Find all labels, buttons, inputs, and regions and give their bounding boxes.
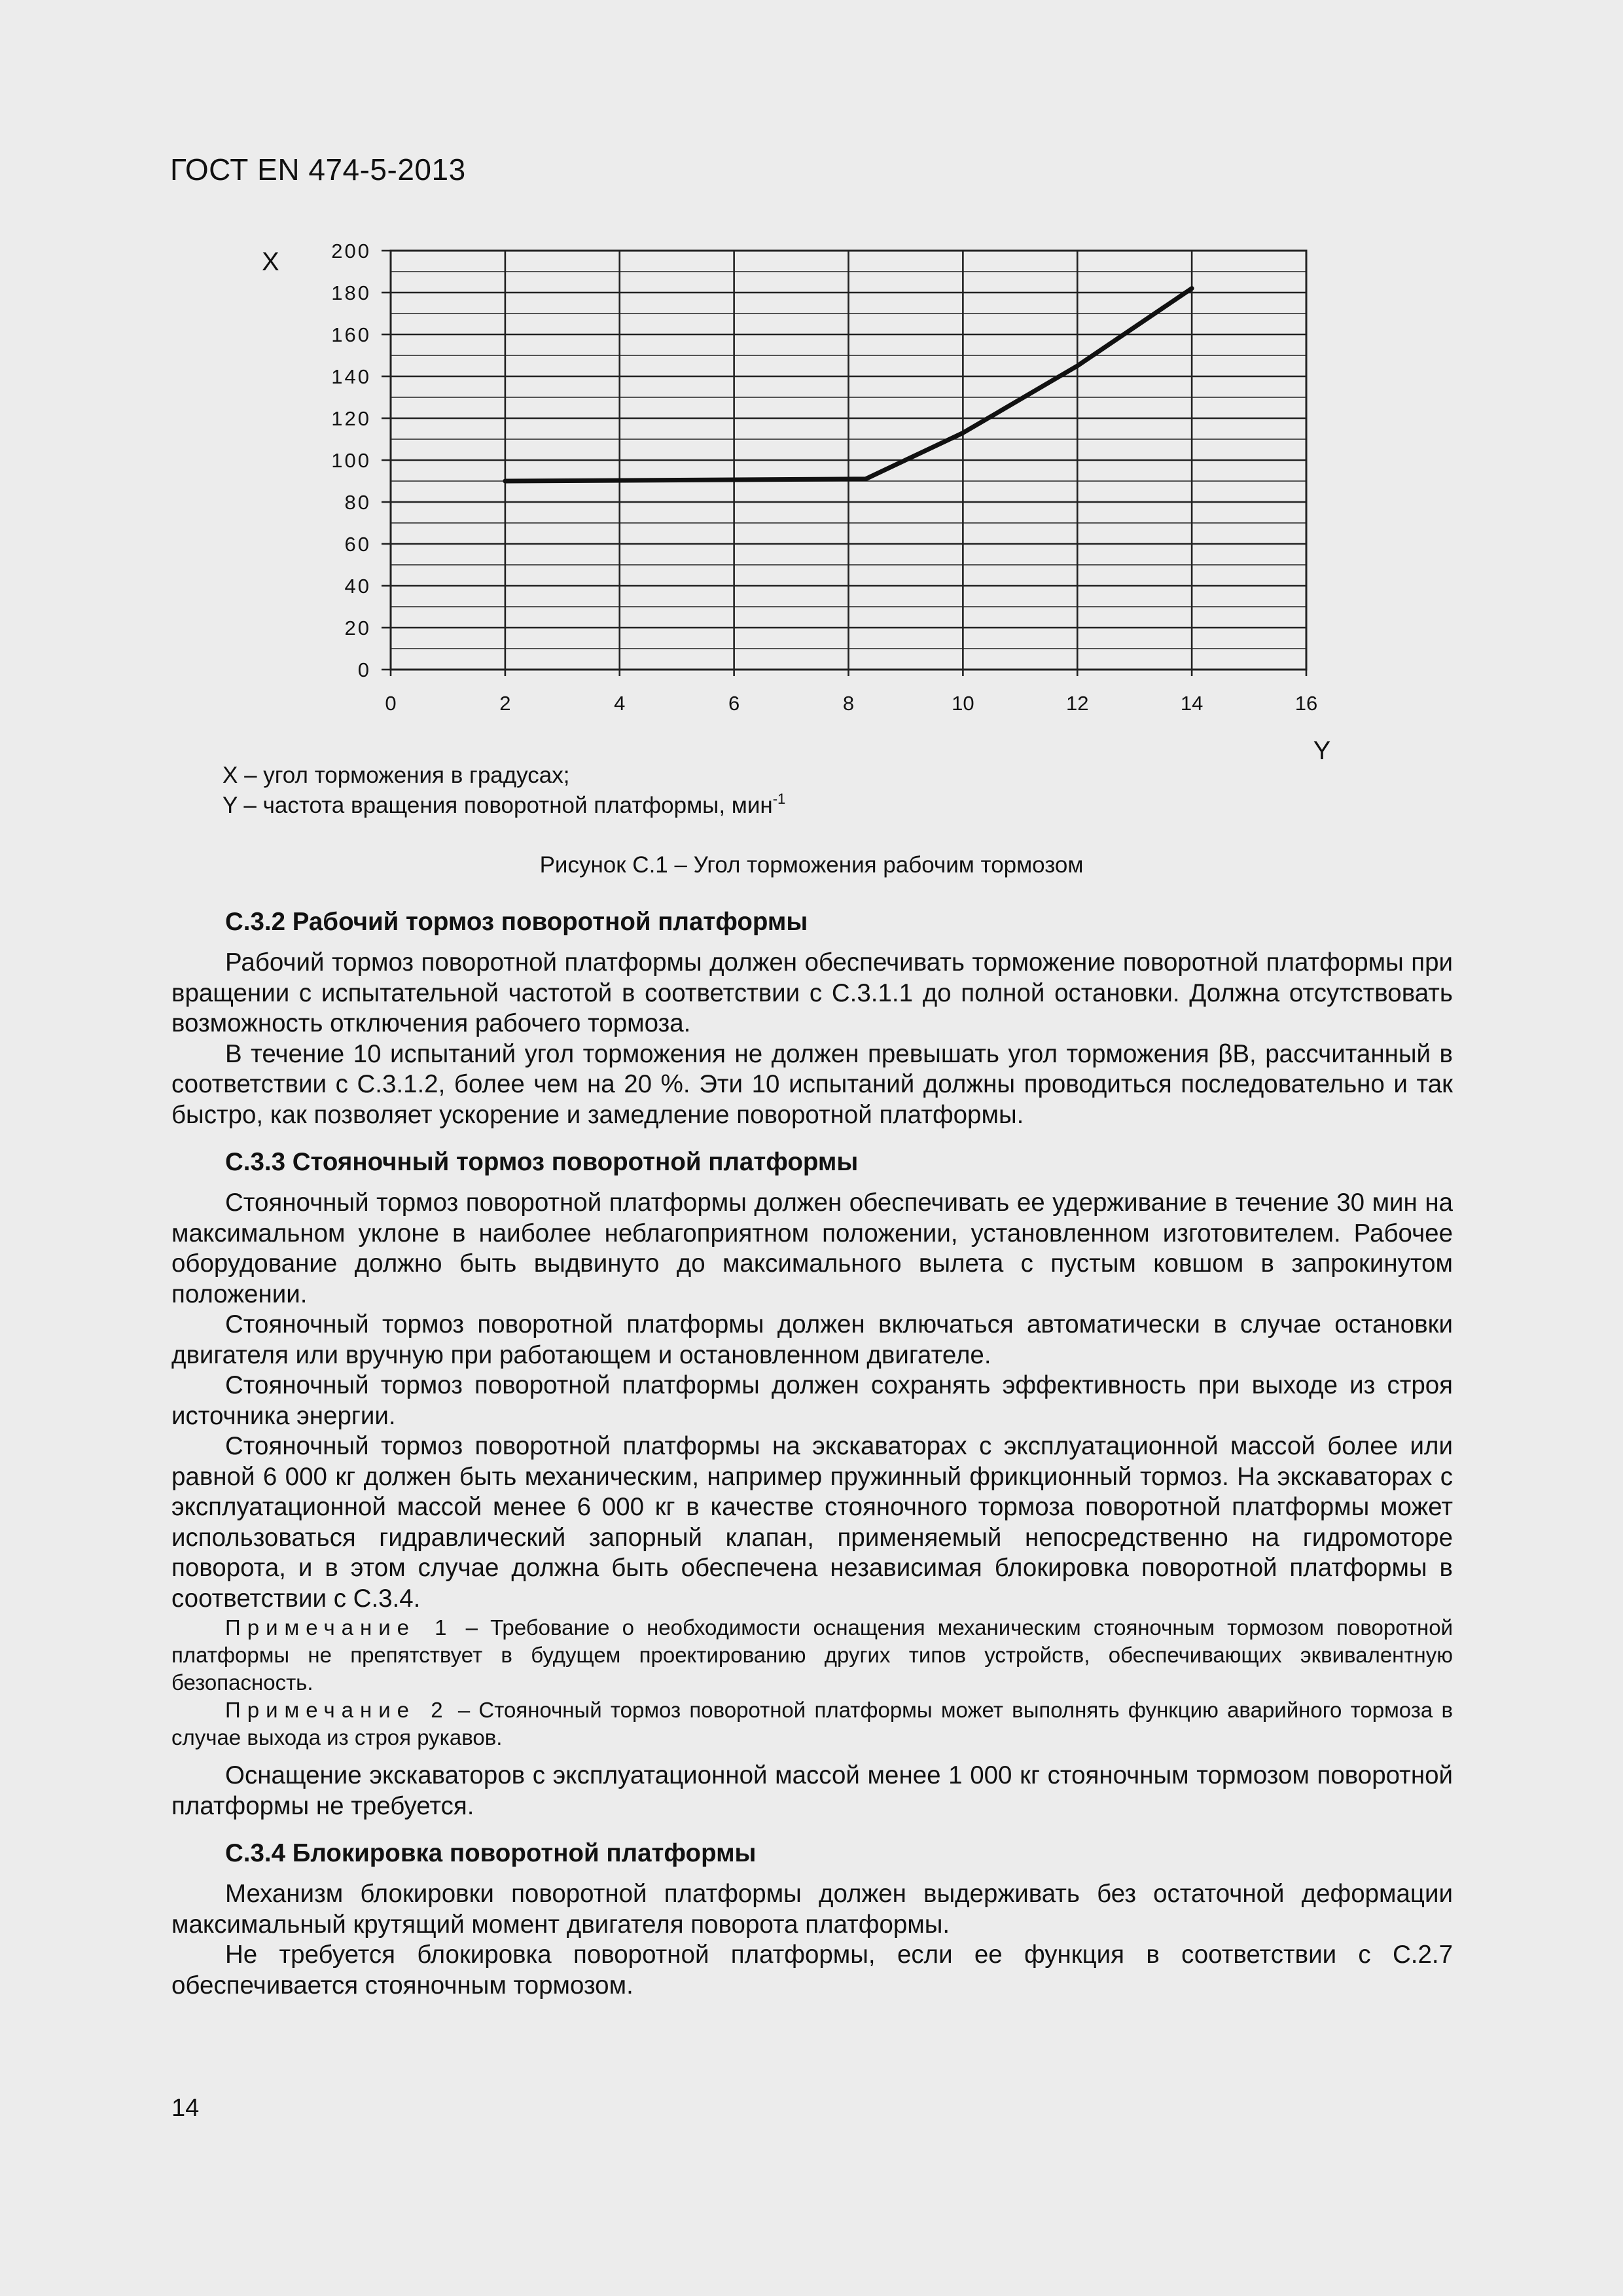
y-tick-label: 160 [331, 323, 371, 346]
x-tick-label: 8 [842, 692, 855, 715]
body-text [171, 906, 1453, 2017]
x-axis-name: Y [1313, 736, 1331, 765]
y-tick-label: 140 [331, 365, 371, 388]
legend-x: X – угол торможения в градусах; [223, 762, 570, 788]
x-tick-label: 2 [499, 692, 511, 715]
y-axis-name: X [262, 247, 279, 276]
paragraph: Оснащение экскаваторов с эксплуатационной массой менее 1 000 кг стояночным тормозом поворотной платформы не требуется. [171, 1761, 1453, 1820]
section-c34 [171, 1837, 1453, 2001]
y-tick-label: 0 [357, 658, 371, 681]
chart-svg [249, 229, 1348, 766]
legend-y: Y – частота вращения поворотной платформы, мин$^{-1}$ [223, 791, 786, 818]
section-c33 [171, 1146, 1453, 1821]
note-1: Примечание 1 – Требование о необходимости оснащения механическим стояночным тормозом поворотной платформы не препятствует в будущем проектированию других типов устройств, обеспечивающих эквивалентную безопасность. [171, 1615, 1453, 1695]
paragraph: Стояночный тормоз поворотной платформы должен сохранять эффективность при выходе из строя источника энергии. [171, 1371, 1453, 1430]
x-tick-label: 16 [1294, 692, 1318, 715]
section-c32 [171, 906, 1453, 1130]
y-tick-label: 200 [331, 240, 371, 262]
x-tick-label: 4 [614, 692, 626, 715]
figure-caption: Рисунок С.1 – Угол торможения рабочим тормозом [539, 852, 1084, 878]
paragraph: Механизм блокировки поворотной платформы должен выдерживать без остаточной деформации максимальный крутящий момент двигателя поворота платформы. [171, 1880, 1453, 1939]
section-heading: С.3.4 Блокировка поворотной платформы [225, 1839, 757, 1867]
page-number: 14 [171, 2094, 200, 2122]
y-tick-label: 40 [344, 575, 371, 598]
y-tick-label: 120 [331, 407, 371, 430]
paragraph: Стояночный тормоз поворотной платформы должен включаться автоматически в случае остановки двигателя или вручную при работающем и остановленном двигателе. [171, 1310, 1453, 1369]
braking-angle-chart [249, 229, 1348, 766]
y-tick-label: 20 [344, 617, 371, 639]
x-tick-label: 0 [385, 692, 397, 715]
chart-legend [223, 761, 785, 821]
y-tick-label: 180 [331, 281, 371, 304]
y-tick-label: 80 [344, 491, 371, 514]
y-tick-label: 60 [344, 533, 371, 556]
x-tick-label: 12 [1066, 692, 1089, 715]
paragraph: В течение 10 испытаний угол торможения не должен превышать угол торможения βB, рассчитанный в соответствии с С.3.1.2, более чем на 20 %. Эти 10 испытаний должны проводиться последовательно и так быстро, как позволяет ускорение и замедление поворотной платформы. [171, 1039, 1453, 1129]
document-header: ГОСТ EN 474-5-2013 [170, 152, 466, 187]
x-tick-label: 14 [1180, 692, 1204, 715]
section-heading: С.3.3 Стояночный тормоз поворотной платформы [225, 1148, 859, 1176]
note-2: Примечание 2 – Стояночный тормоз поворотной платформы может выполнять функцию аварийного тормоза в случае выхода из строя рукавов. [171, 1698, 1453, 1749]
x-tick-label: 6 [728, 692, 740, 715]
paragraph: Стояночный тормоз поворотной платформы должен обеспечивать ее удерживание в течение 30 мин на максимальном уклоне в наиболее неблагоприятном положении, установленном изготовителем. Рабочее оборудование должно быть выдвинуто до максимального вылета с пустым ковшом в запрокинутом положении. [171, 1189, 1453, 1308]
y-tick-label: 100 [331, 449, 371, 472]
paragraph: Стояночный тормоз поворотной платформы на экскаваторах с эксплуатационной массой более или равной 6 000 кг должен быть механическим, например пружинный фрикционный тормоз. На экскаваторах с эксплуатационной массой менее 6 000 кг в качестве стояночного тормоза поворотной платформы может использоваться гидравлический запорный клапан, применяемый непосредственно на гидромоторе поворота, и в этом случае должна быть обеспечена независимая блокировка поворотной платформы в соответствии с С.3.4. [171, 1432, 1453, 1613]
section-heading: С.3.2 Рабочий тормоз поворотной платформы [225, 908, 808, 936]
paragraph: Не требуется блокировка поворотной платформы, если ее функция в соответствии с С.2.7 обеспечивается стояночным тормозом. [171, 1941, 1453, 2000]
paragraph: Рабочий тормоз поворотной платформы должен обеспечивать торможение поворотной платформы при вращении с испытательной частотой в соответствии с С.3.1.1 до полной остановки. Должна отсутствовать возможность отключения рабочего тормоза. [171, 948, 1453, 1037]
x-tick-label: 10 [952, 692, 974, 715]
